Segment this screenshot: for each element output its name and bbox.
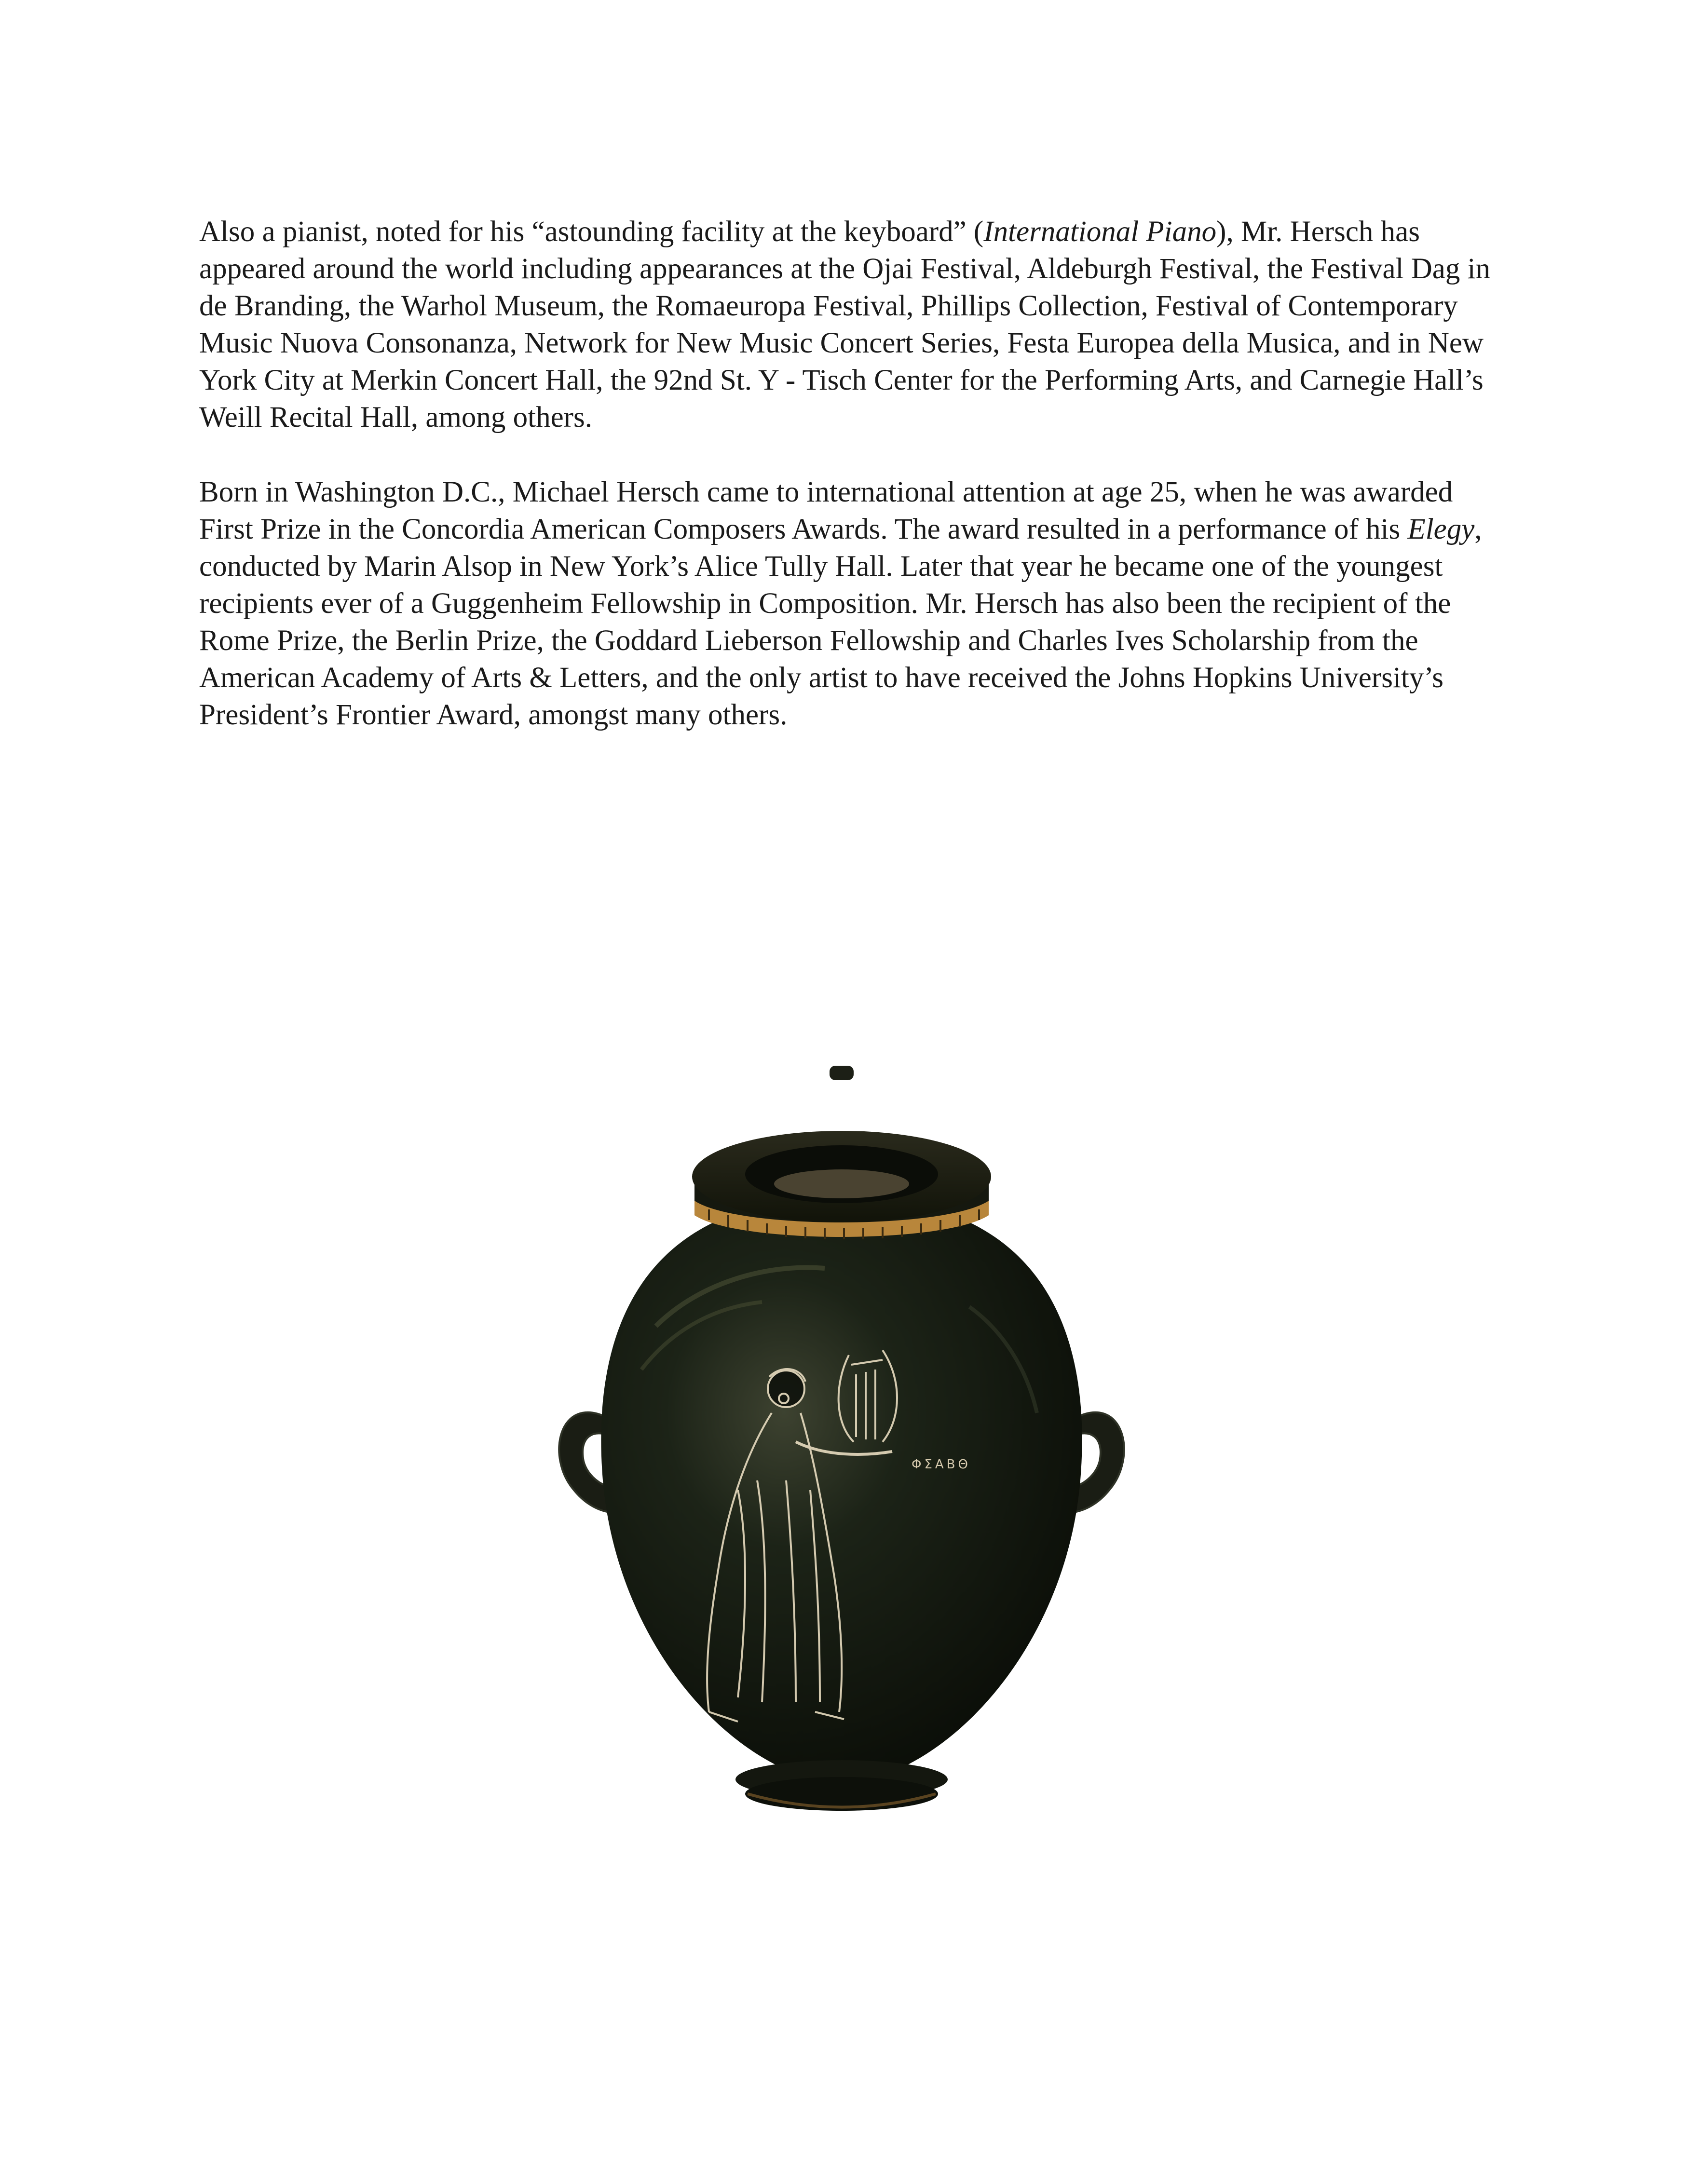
vase-icon	[449, 1056, 1235, 1842]
paragraph-1-segment: International Piano	[983, 216, 1217, 248]
paragraph-1-segment: ), Mr. Hersch has appeared around the world including appearances at the Ojai Festival, Aldeburgh Festival, the Festival Dag in de Branding, the Warhol Museum, the Romaeuropa Festival, Phillips Collection, Festival of Contemporary Music Nuova Consonanza, Network for New Music Concert Series, Festa Europea della Musica, and in New York City at Merkin Concert Hall, the 92nd St. Y - Tisch Center for the Performing Arts, and Carnegie Hall’s Weill Recital Hall, among others.	[199, 216, 1491, 434]
paragraph-2	[199, 474, 1501, 733]
paragraph-1	[199, 213, 1501, 436]
paragraph-1-segment: Also a pianist, noted for his “astounding facility at the keyboard” (	[199, 216, 984, 248]
paragraph-2-segment: Born in Washington D.C., Michael Hersch came to international attention at age 25, when he was awarded First Prize in the Concordia American Composers Awards. The award resulted in a performance of his	[199, 476, 1453, 545]
paragraph-2-segment: Elegy	[1407, 513, 1475, 545]
vase-image	[449, 1056, 1235, 1842]
vase-inscription: ΦΣΑΒΘ	[912, 1457, 971, 1472]
paragraph-2-segment: , conducted by Marin Alsop in New York’s Alice Tully Hall. Later that year he became one of the youngest recipients ever of a Guggenheim Fellowship in Composition. Mr. Hersch has also been the recipient of the Rome Prize, the Berlin Prize, the Goddard Lieberson Fellowship and Charles Ives Scholarship from the American Academy of Arts & Letters, and the only artist to have received the Johns Hopkins University’s President’s Frontier Award, amongst many others.	[199, 513, 1482, 731]
